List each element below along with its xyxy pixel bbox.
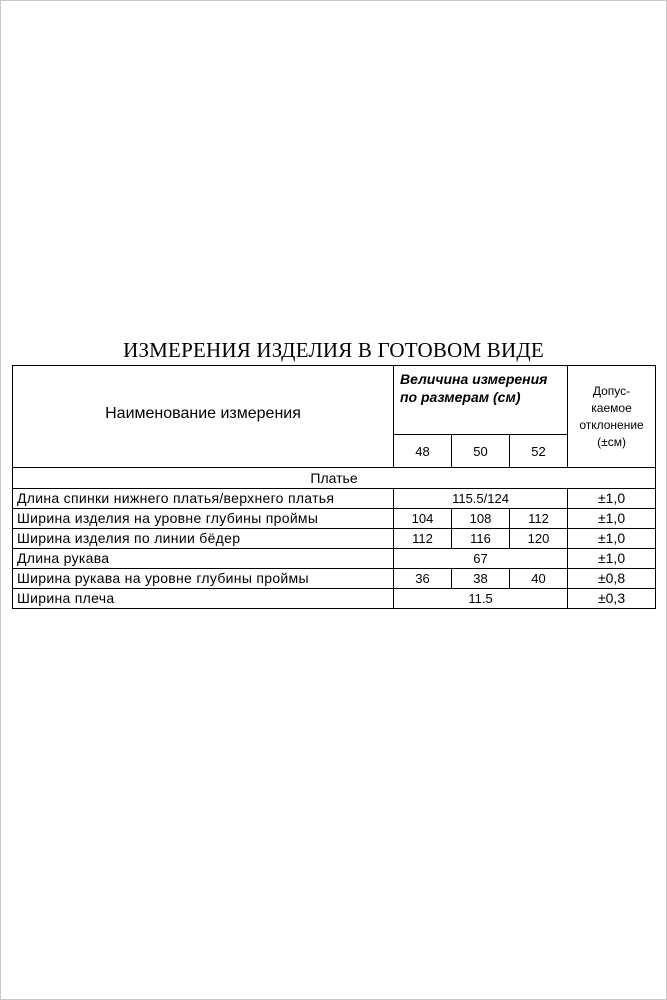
table-row [13,489,656,509]
row-tolerance: ±0,3 [568,589,656,609]
row-value: 115.5/124 [394,489,568,509]
row-value-50: 116 [452,529,510,549]
header-size-line1: Величина измерения [400,371,548,387]
header-tolerance [568,366,656,468]
size-52: 52 [510,435,568,468]
header-tol-line2: каемое [591,400,632,415]
row-value-48: 104 [394,509,452,529]
row-name: Ширина рукава на уровне глубины проймы [13,569,394,589]
header-size-value [394,366,568,435]
row-name: Длина спинки нижнего платья/верхнего платья [13,489,394,509]
table-row [13,509,656,529]
row-value-48: 112 [394,529,452,549]
table-row [13,549,656,569]
header-tol-line4: (±см) [597,434,626,449]
section-title: Платье [13,468,656,489]
row-tolerance: ±1,0 [568,489,656,509]
row-value-50: 108 [452,509,510,529]
row-name: Ширина плеча [13,589,394,609]
row-value-52: 112 [510,509,568,529]
row-name: Ширина изделия по линии бёдер [13,529,394,549]
row-value: 67 [394,549,568,569]
header-tol-line1: Допус- [592,383,631,398]
table-row [13,569,656,589]
header-tol-line3: отклонение [579,417,644,432]
page-title: ИЗМЕРЕНИЯ ИЗДЕЛИЯ В ГОТОВОМ ВИДЕ [123,338,544,362]
row-value-52: 120 [510,529,568,549]
size-50: 50 [452,435,510,468]
row-value-52: 40 [510,569,568,589]
size-48: 48 [394,435,452,468]
measurements-table [12,365,656,609]
row-tolerance: ±1,0 [568,529,656,549]
header-measurement-name: Наименование измерения [13,366,394,468]
row-tolerance: ±1,0 [568,549,656,569]
header-size-line2: по размерам (см) [400,389,521,405]
row-name: Длина рукава [13,549,394,569]
row-name: Ширина изделия на уровне глубины проймы [13,509,394,529]
row-value-48: 36 [394,569,452,589]
table-row [13,529,656,549]
row-tolerance: ±1,0 [568,509,656,529]
header-row [13,366,656,435]
row-value-50: 38 [452,569,510,589]
section-row [13,468,656,489]
row-tolerance: ±0,8 [568,569,656,589]
row-value: 11.5 [394,589,568,609]
table-row [13,589,656,609]
